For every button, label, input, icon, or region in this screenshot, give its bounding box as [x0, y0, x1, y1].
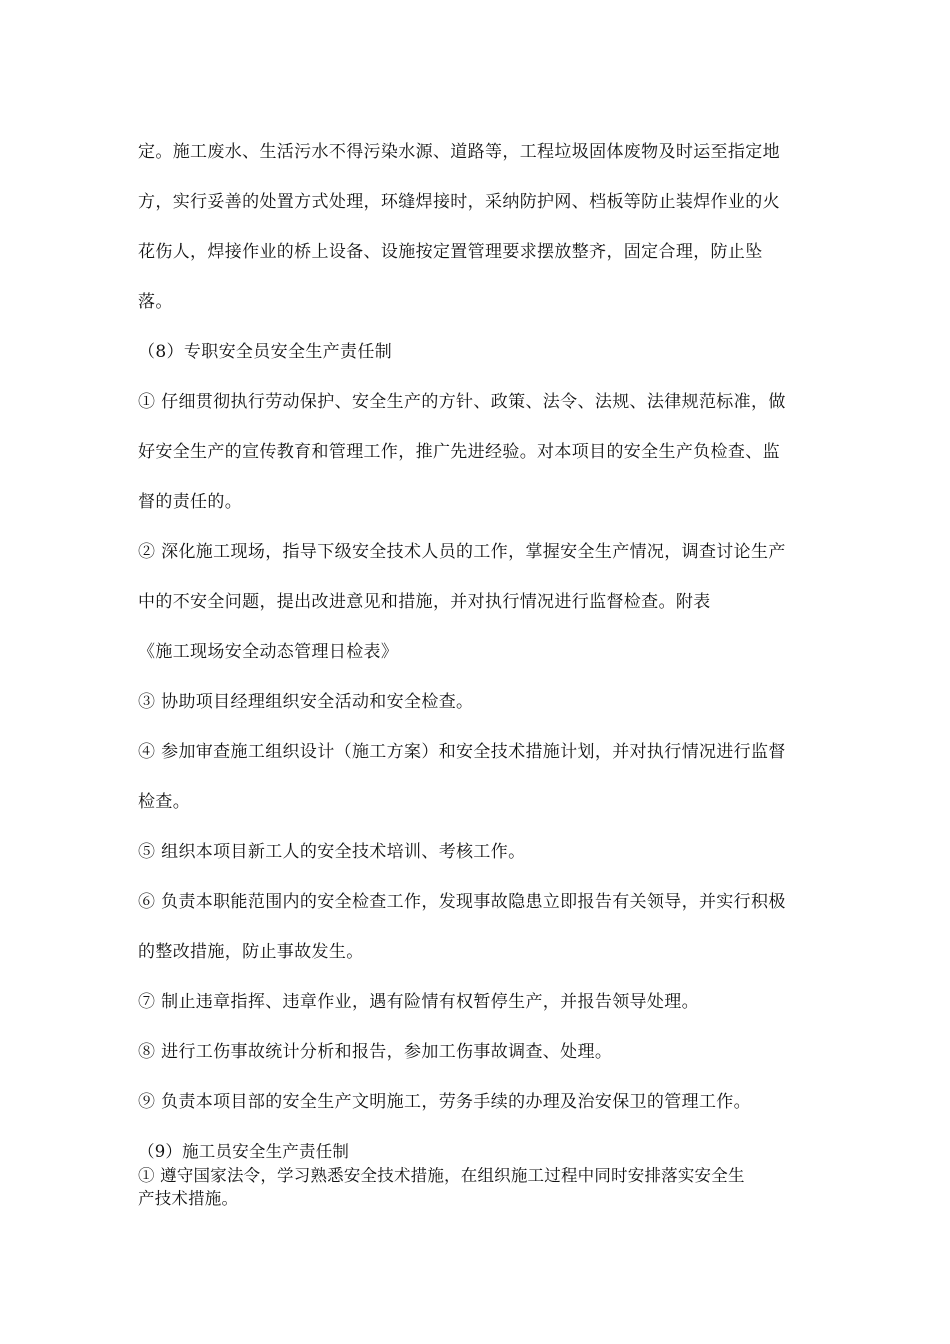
text-line: 中的不安全问题，提出改进意见和措施，并对执行情况进行监督检查。附表 [138, 592, 711, 612]
text-line: 的整改措施，防止事故发生。 [138, 942, 364, 962]
list-item: ① 遵守国家法令，学习熟悉安全技术措施，在组织施工过程中同时安排落实安全生 [138, 1166, 745, 1185]
text-line: 方，实行妥善的处置方式处理，环缝焊接时，采纳防护网、档板等防止装焊作业的火 [138, 192, 780, 212]
list-item: ① 仔细贯彻执行劳动保护、安全生产的方针、政策、法令、法规、法律规范标准，做 [138, 392, 786, 412]
section-heading-9: （9）施工员安全生产责任制 [138, 1142, 350, 1161]
text-line: 督的责任的。 [138, 492, 243, 512]
text-line: 花伤人，焊接作业的桥上设备、设施按定置管理要求摆放整齐，固定合理，防止坠 [138, 242, 763, 262]
text-line: 《施工现场安全动态管理日检表》 [138, 642, 399, 662]
list-item: ② 深化施工现场，指导下级安全技术人员的工作，掌握安全生产情况，调查讨论生产 [138, 542, 786, 562]
section-heading-8: （8）专职安全员安全生产责任制 [138, 342, 393, 362]
list-item: ⑧ 进行工伤事故统计分析和报告，参加工伤事故调查、处理。 [138, 1042, 613, 1062]
text-line: 产技术措施。 [138, 1189, 239, 1208]
list-item: ⑦ 制止违章指挥、违章作业，遇有险情有权暂停生产，并报告领导处理。 [138, 992, 699, 1012]
list-item: ⑤ 组织本项目新工人的安全技术培训、考核工作。 [138, 842, 526, 862]
text-line: 检查。 [138, 792, 191, 812]
list-item: ⑥ 负责本职能范围内的安全检查工作，发现事故隐患立即报告有关领导，并实行积极 [138, 892, 786, 912]
list-item: ④ 参加审查施工组织设计（施工方案）和安全技术措施计划，并对执行情况进行监督 [138, 742, 786, 762]
text-line: 定。施工废水、生活污水不得污染水源、道路等，工程垃圾固体废物及时运至指定地 [138, 142, 780, 162]
list-item: ⑨ 负责本项目部的安全生产文明施工，劳务手续的办理及治安保卫的管理工作。 [138, 1092, 752, 1112]
list-item: ③ 协助项目经理组织安全活动和安全检查。 [138, 692, 474, 712]
text-line: 落。 [138, 292, 173, 312]
text-line: 好安全生产的宣传教育和管理工作，推广先进经验。对本项目的安全生产负检查、监 [138, 442, 780, 462]
